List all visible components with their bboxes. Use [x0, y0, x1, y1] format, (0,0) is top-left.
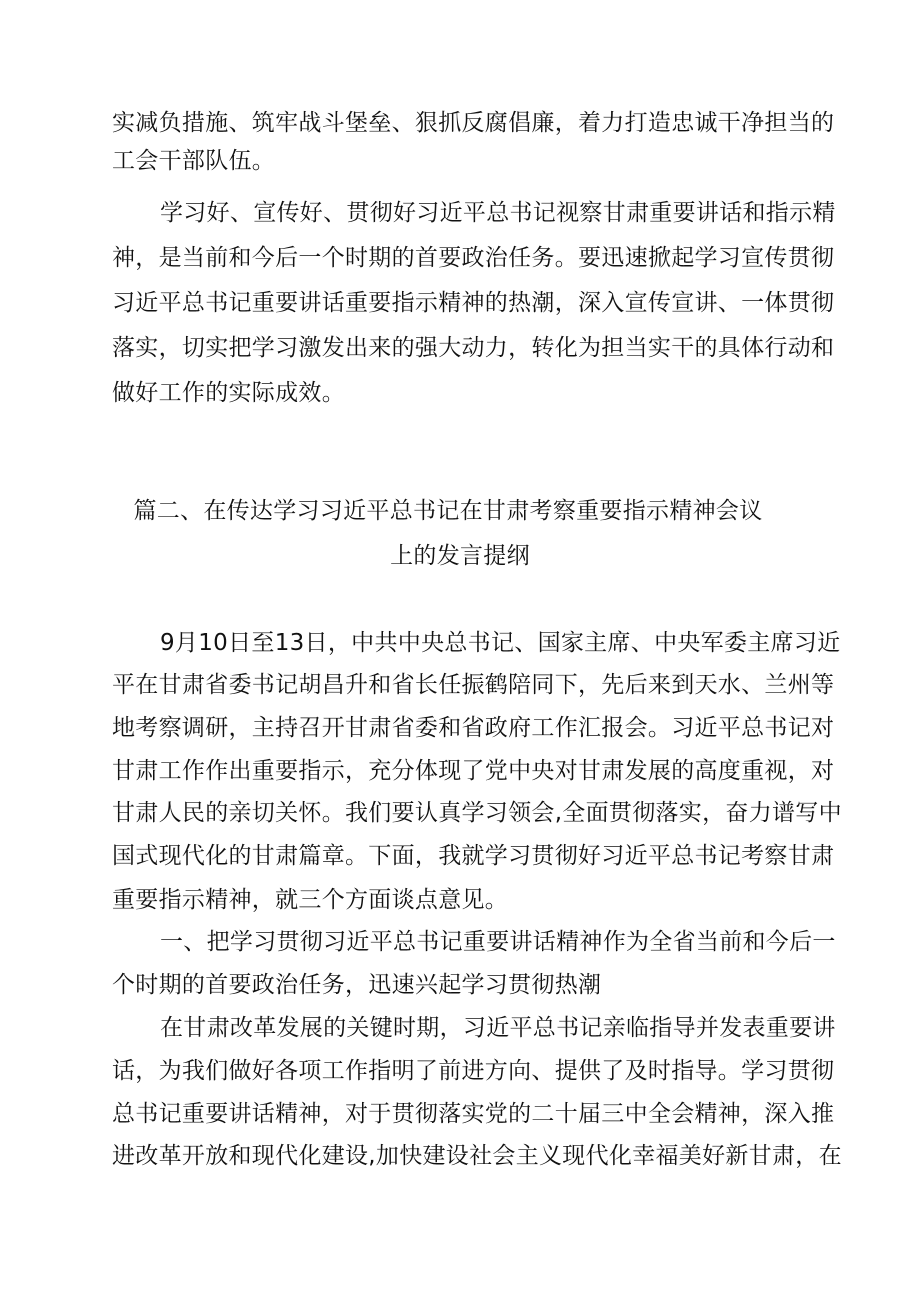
text-line: 实减负措施、筑牢战斗堡垒、狠抓反腐倡廉，着力打造忠诚干净担当的	[112, 110, 835, 136]
text-line: 重要指示精神，就三个方面谈点意见。	[112, 887, 509, 913]
text-line: 神，是当前和今后一个时期的首要政治任务。要迅速掀起学习宣传贯彻	[112, 245, 835, 271]
text-line: 9月10日至13日，中共中央总书记、国家主席、中央军委主席习近	[160, 630, 841, 656]
text-line: 做好工作的实际成效。	[112, 380, 345, 406]
text-line: 国式现代化的甘肃篇章。下面，我就学习贯彻好习近平总书记考察甘肃	[112, 843, 835, 869]
text-line: 总书记重要讲话精神，对于贯彻落实党的二十届三中全会精神，深入推	[112, 1101, 835, 1127]
text-line: 甘肃人民的亲切关怀。我们要认真学习领会,全面贯彻落实，奋力谱写中	[112, 800, 842, 826]
text-line: 话，为我们做好各项工作指明了前进方向、提供了及时指导。学习贯彻	[112, 1058, 835, 1084]
text-line: 在甘肃改革发展的关键时期，习近平总书记亲临指导并发表重要讲	[160, 1015, 836, 1041]
text-line: 落实，切实把学习激发出来的强大动力，转化为担当实干的具体行动和	[112, 335, 835, 361]
text-line: 平在甘肃省委书记胡昌升和省长任振鹤陪同下，先后来到天水、兰州等	[112, 672, 835, 698]
text-line: 甘肃工作作出重要指示，充分体现了党中央对甘肃发展的高度重视，对	[112, 758, 835, 784]
text-line: 学习好、宣传好、贯彻好习近平总书记视察甘肃重要讲话和指示精	[160, 200, 836, 226]
section-title-line-2: 上的发言提纲	[390, 543, 530, 569]
text-line: 地考察调研，主持召开甘肃省委和省政府工作汇报会。习近平总书记对	[112, 715, 835, 741]
text-line: 习近平总书记重要讲话重要指示精神的热潮，深入宣传宣讲、一体贯彻	[112, 290, 835, 316]
text-line: 一、把学习贯彻习近平总书记重要讲话精神作为全省当前和今后一	[160, 929, 836, 955]
text-line: 进改革开放和现代化建设,加快建设社会主义现代化幸福美好新甘肃，在	[112, 1143, 842, 1169]
text-line: 个时期的首要政治任务，迅速兴起学习贯彻热潮	[112, 972, 602, 998]
text-line: 工会干部队伍。	[112, 148, 276, 174]
section-title-line-1: 篇二、在传达学习习近平总书记在甘肃考察重要指示精神会议	[133, 498, 763, 524]
